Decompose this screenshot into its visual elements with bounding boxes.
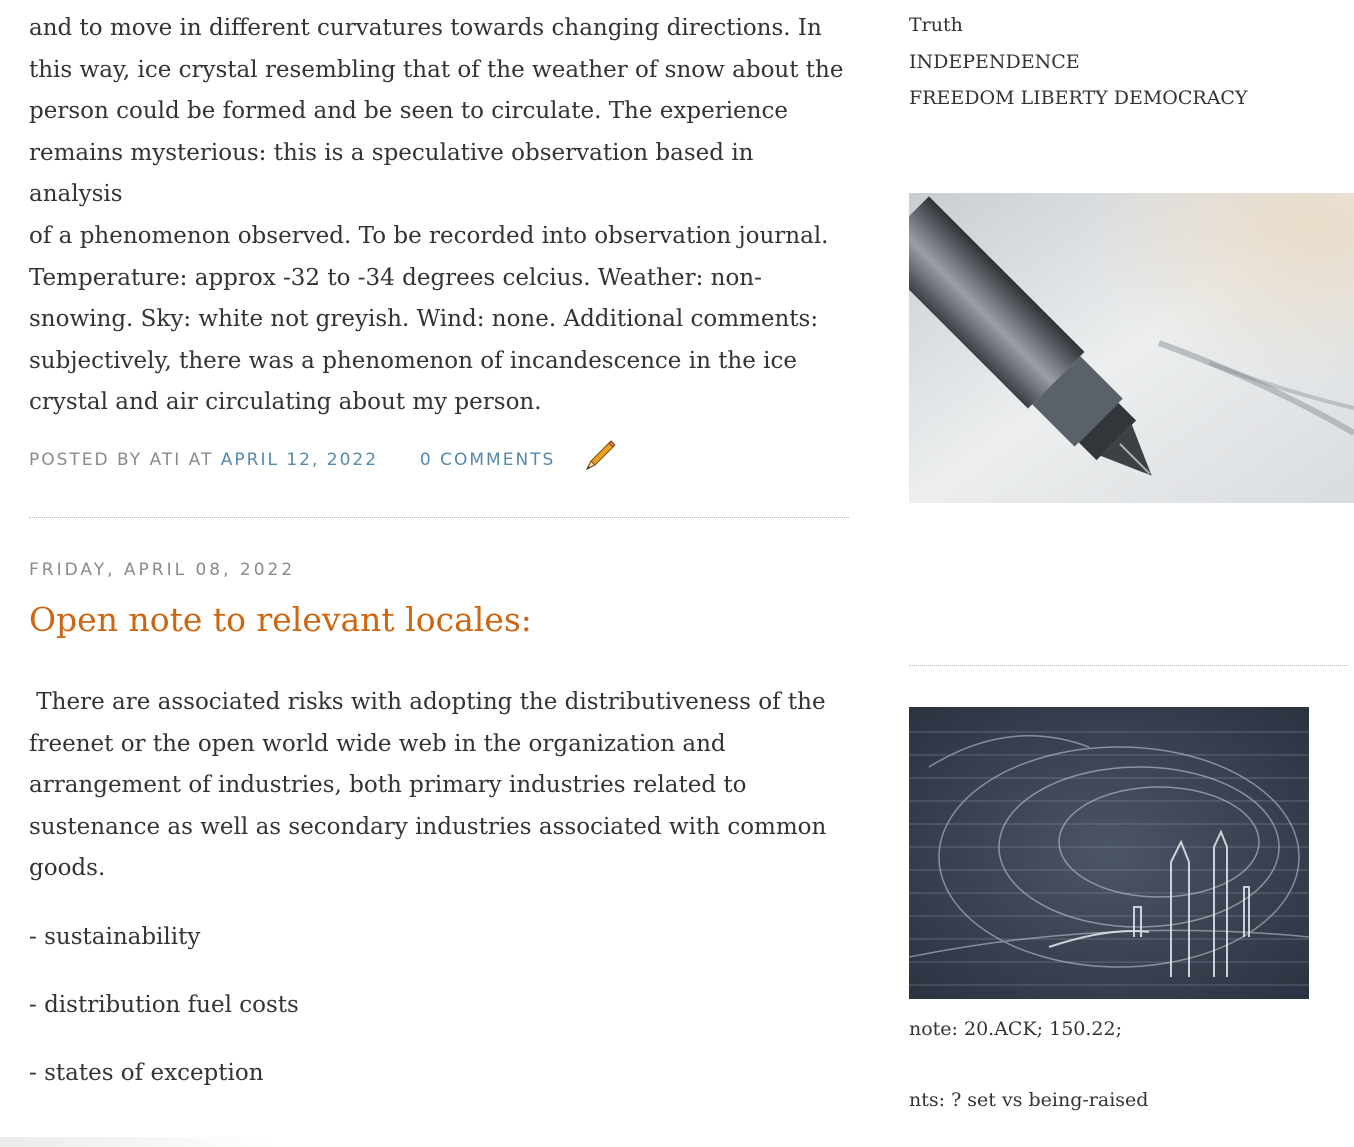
post-line: subjectively, there was a phenomenon of incandescence in the ice [29,347,798,374]
post-line: sustenance as well as secondary industries associated with common [29,813,827,840]
post-divider [29,517,849,518]
sidebar-link-truth[interactable]: Truth [909,14,963,36]
chalkboard-image [909,707,1309,999]
pencil-icon[interactable] [563,455,603,465]
post-line: Temperature: approx -32 to -34 degrees celcius. Weather: non- [29,264,762,291]
post-line: person could be formed and be seen to circulate. The experience [29,98,788,125]
fountain-pen-image [909,193,1354,503]
post-body [29,8,849,424]
sidebar-link-freedom[interactable]: FREEDOM LIBERTY DEMOCRACY [909,87,1248,109]
date-header: FRIDAY, APRIL 08, 2022 [29,560,296,580]
list-item: - sustainability [29,924,201,950]
comments-link[interactable]: 0 COMMENTS [419,450,556,470]
post-line: freenet or the open world wide web in the organization and [29,730,726,757]
post-body [29,682,849,890]
list-item: - states of exception [29,1060,264,1086]
post-line: of a phenomenon observed. To be recorded into observation journal. [29,222,829,249]
post-line: There are associated risks with adopting the distributiveness of the [29,689,826,715]
post-line: remains mysterious: this is a speculative observation based in analysis [29,139,754,208]
post-title[interactable]: Open note to relevant locales: [29,600,532,639]
post-line: arrangement of industries, both primary industries related to [29,772,747,799]
bottom-shadow [0,1137,280,1147]
sidebar-note: nts: ? set vs being-raised [909,1089,1149,1111]
post-date-link[interactable]: APRIL 12, 2022 [220,450,379,470]
sidebar-divider [909,665,1349,666]
post-line: snowing. Sky: white not greyish. Wind: none. Additional comments: [29,306,819,333]
list-item: - distribution fuel costs [29,992,299,1018]
posted-by-label: POSTED BY ATI AT [29,450,214,470]
sidebar-note: note: 20.ACK; 150.22; [909,1018,1122,1040]
post-line: this way, ice crystal resembling that of the weather of snow about the [29,56,844,83]
post-line: crystal and air circulating about my person. [29,389,542,416]
post-footer [29,450,603,470]
sidebar-link-independence[interactable]: INDEPENDENCE [909,51,1080,73]
post-line: goods. [29,855,106,882]
post-line: and to move in different curvatures towards changing directions. In [29,15,822,41]
